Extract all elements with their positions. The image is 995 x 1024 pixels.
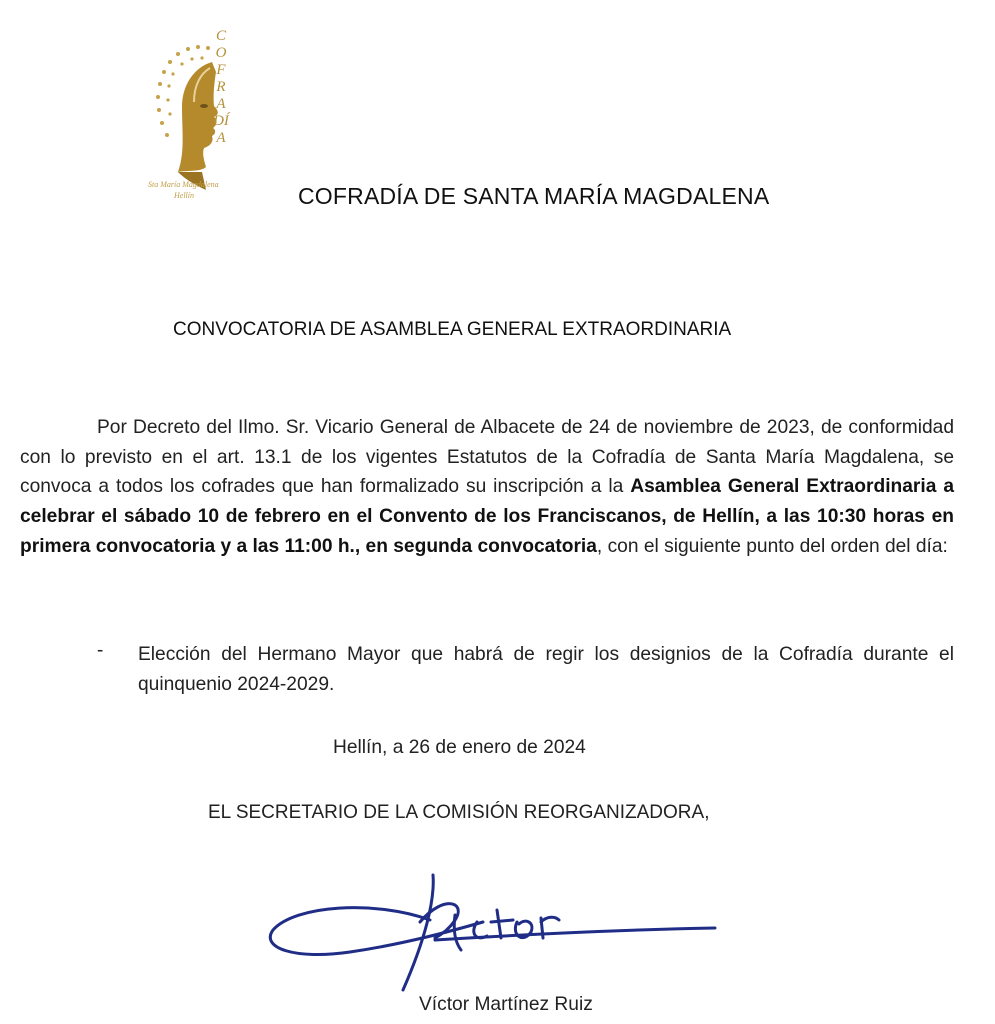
organization-title: COFRADÍA DE SANTA MARÍA MAGDALENA — [298, 183, 770, 209]
agenda-item: Elección del Hermano Mayor que habrá de regir los designios de la Cofradía durante el quinquenio 2024-2029. — [138, 644, 954, 695]
paragraph-bold: Asamblea General Extraordinaria a celebrar el sábado 10 de febrero en el Convento de los Franciscanos, de Hellín, a las 10:30 horas en primera convocatoria y a las 11:00 h., en segunda convocatoria — [20, 476, 954, 557]
place-date: Hellín, a 26 de enero de 2024 — [333, 737, 586, 758]
signer-name: Víctor Martínez Ruiz — [419, 994, 593, 1015]
logo-vertical-text: COFRADÍA — [213, 28, 229, 146]
signer-title: EL SECRETARIO DE LA COMISIÓN REORGANIZADORA, — [208, 802, 710, 823]
paragraph-part2: , con el siguiente punto del orden del día: — [596, 535, 948, 557]
paragraph-part1: Por Decreto del Ilmo. Sr. Vicario General de Albacete de 24 de noviembre de 2023, de conformidad con lo previsto en el art. 13.1 de los vigentes Estatutos de la Cofradía de Santa María Magdalena, se convoca a todos los cofrades que han formalizado su inscripción a la — [20, 417, 954, 498]
handwritten-signature — [255, 860, 725, 1000]
logo-caption-line1: Sta María Magdalena — [148, 180, 219, 189]
body-paragraph — [20, 413, 954, 562]
logo-caption-line2: Hellín — [174, 191, 194, 200]
document-title: CONVOCATORIA DE ASAMBLEA GENERAL EXTRAORDINARIA — [173, 319, 732, 340]
agenda-bullet: - — [97, 640, 104, 661]
